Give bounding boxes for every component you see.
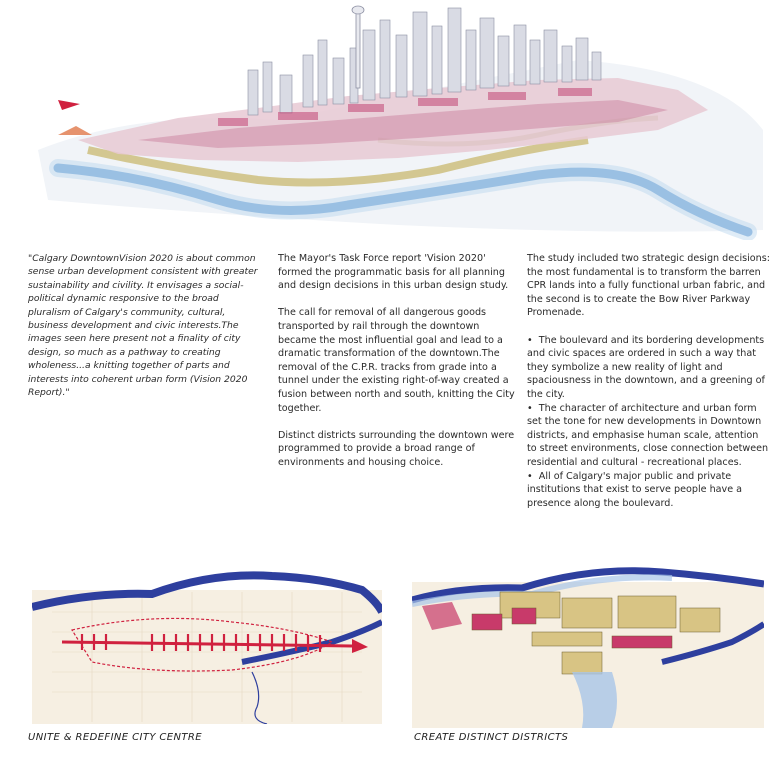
vision-quote [28, 252, 264, 413]
caption-unite-city-centre: UNITE & REDEFINE CITY CENTRE [28, 732, 202, 743]
strategic-decisions-column [527, 252, 771, 510]
vision-quote-text: "Calgary DowntownVision 2020 is about common sense urban development consistent with greater sustainability and civility. It envisages a social-political dynamic responsive to the broad pluralism of Calgary's community, cultural, business development and civic interests.The images seen here present not a finality of city design, so much as a pathway to creating wholeness...a knitting together of parts and interests into coherent urban form (Vision 2020 Report)." [28, 253, 258, 399]
caption-create-districts: CREATE DISTINCT DISTRICTS [414, 732, 569, 743]
orange-roof-accent [58, 126, 92, 135]
distinct-districts-map [412, 552, 764, 728]
decision-bullet-2: • The character of architecture and urban form set the tone for new developments in Downtown districts, and emphasise human scale, attention to street environments, close connection between residential and cultural - recreational places. [527, 402, 771, 470]
aerial-city-illustration [18, 0, 770, 240]
city-centre-boulevard-map [32, 552, 382, 724]
task-force-paragraph-2: The call for removal of all dangerous goods transported by rail through the downtown became the most influential goal and lead to a dramatic transformation of the downtown.The removal of the C.P.R. tracks from grade into a tunnel under the existing right-of-way created a fusion between north and south, knitting the City together. [278, 307, 515, 414]
decision-bullet-1: • The boulevard and its bordering developments and civic spaces are ordered in such a way that they symbolize a new reality of light and spaciousness in the downtown, and a greening of the city. [527, 334, 771, 402]
task-force-column [278, 252, 516, 483]
task-force-paragraph-1: The Mayor's Task Force report 'Vision 2020' formed the programmatic basis for all planning and design decisions in this urban design study. [278, 253, 509, 292]
marker-arrow [58, 100, 80, 110]
decision-bullet-3: • All of Calgary's major public and private institutions that exist to serve people have a presence along the boulevard. [527, 470, 771, 511]
map-land [32, 590, 382, 724]
task-force-paragraph-3: Distinct districts surrounding the downtown were programmed to provide a broad range of environments and housing choice. [278, 429, 515, 468]
strategic-decisions-intro: The study included two strategic design decisions: the most fundamental is to transform the barren CPR lands into a fully functional urban fabric, and the second is to create the Bow River Parkway Promenade. [527, 253, 770, 319]
